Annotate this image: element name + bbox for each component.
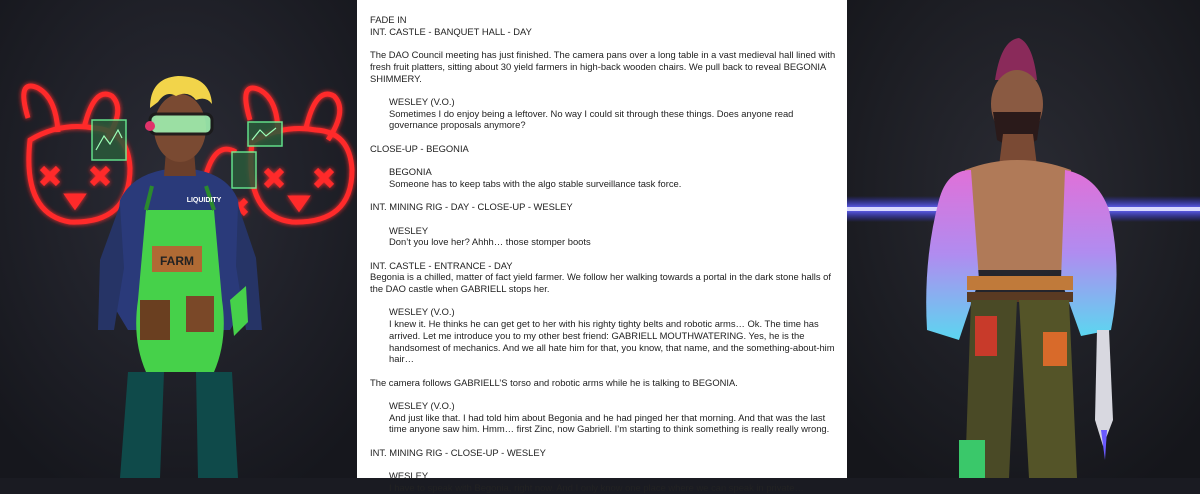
begonia-illustration <box>0 0 357 478</box>
screenplay-line: WESLEY <box>389 224 429 236</box>
line-gap <box>370 131 840 143</box>
screenplay-line: FADE IN <box>370 14 407 25</box>
line-gap <box>370 295 840 307</box>
screenplay-line: I knew it. He thinks he can get get to her with his righty tighty belts and robotic arms… Ok. The time has arrived. Let me introduce you to my other best friend: GABRIELL MOUTHWATERING. Yes, he is the handsomest of mechanics. And we all hate him for that, you know, that name, and the something-about-him hair… <box>389 318 835 365</box>
screenplay-line: Begonia is a chilled, matter of fact yield farmer. We follow her walking towards a portal in the dark stone halls of the DAO castle when GABRIELL stops her. <box>370 271 831 295</box>
screenplay-line: I have to speak with Begonia, right now. And I only know one place where we can speak in private… <box>389 481 804 493</box>
screenplay-line: The camera follows GABRIELL’S torso and robotic arms while he is talking to BEGONIA. <box>370 376 738 388</box>
screenplay-line: INT. MINING RIG - CLOSE-UP - WESLEY <box>370 446 546 458</box>
screenplay-line: WESLEY (V.O.) <box>389 400 455 412</box>
line-gap <box>370 459 840 471</box>
holo-screen-left-icon <box>92 120 126 160</box>
screenplay-line: Sometimes I do enjoy being a leftover. No way I could sit through these things. Does anyone read governance proposals anymore? <box>389 107 794 131</box>
shirt-text: LIQUIDITY <box>186 197 222 204</box>
line-gap <box>370 388 840 400</box>
line-gap <box>370 189 840 201</box>
screenplay-line: WESLEY (V.O.) <box>389 95 455 107</box>
line-gap <box>370 213 840 225</box>
screenplay-line: Don’t you love her? Ahhh… those stomper boots <box>389 236 591 248</box>
screenplay-line: INT. CASTLE - ENTRANCE - DAY <box>370 259 513 271</box>
line-gap <box>370 365 840 377</box>
line-gap <box>370 248 840 260</box>
screenplay-line: INT. MINING RIG - DAY - CLOSE-UP - WESLEY <box>370 201 573 213</box>
gabriell-svg <box>847 0 1200 478</box>
screenplay-line: BEGONIA <box>389 166 432 178</box>
screenplay-line: WESLEY (V.O.) <box>389 306 455 318</box>
screenplay-line: And just like that. I had told him about Begonia and he had pinged her that morning. And that was the last time anyone saw him. Hmm… first Zinc, now Gabriell. I’m starting to think something is really really wrong. <box>389 411 830 435</box>
line-gap <box>370 435 840 447</box>
screenplay-page <box>357 0 847 493</box>
screenplay-line: The DAO Council meeting has just finished. The camera pans over a long table in a vast medieval hall lined with fresh fruit platters, sitting about 30 yield farmers in high-back wooden chairs. We pull back to reveal BEGONIA SHIMMERY. <box>370 49 836 84</box>
farm-badge-text: FARM <box>160 254 194 268</box>
screenplay-line: Someone has to keep tabs with the algo stable surveillance task force. <box>389 177 682 189</box>
gabriell-illustration <box>847 0 1200 478</box>
screenplay-line: INT. CASTLE - BANQUET HALL - DAY <box>370 25 532 37</box>
line-gap <box>370 37 840 49</box>
line-gap <box>370 84 840 96</box>
line-gap <box>370 154 840 166</box>
screenplay-line: WESLEY <box>389 470 429 482</box>
screenplay-body <box>370 14 840 494</box>
screenplay-line: CLOSE-UP - BEGONIA <box>370 142 469 154</box>
begonia-svg <box>0 0 357 478</box>
